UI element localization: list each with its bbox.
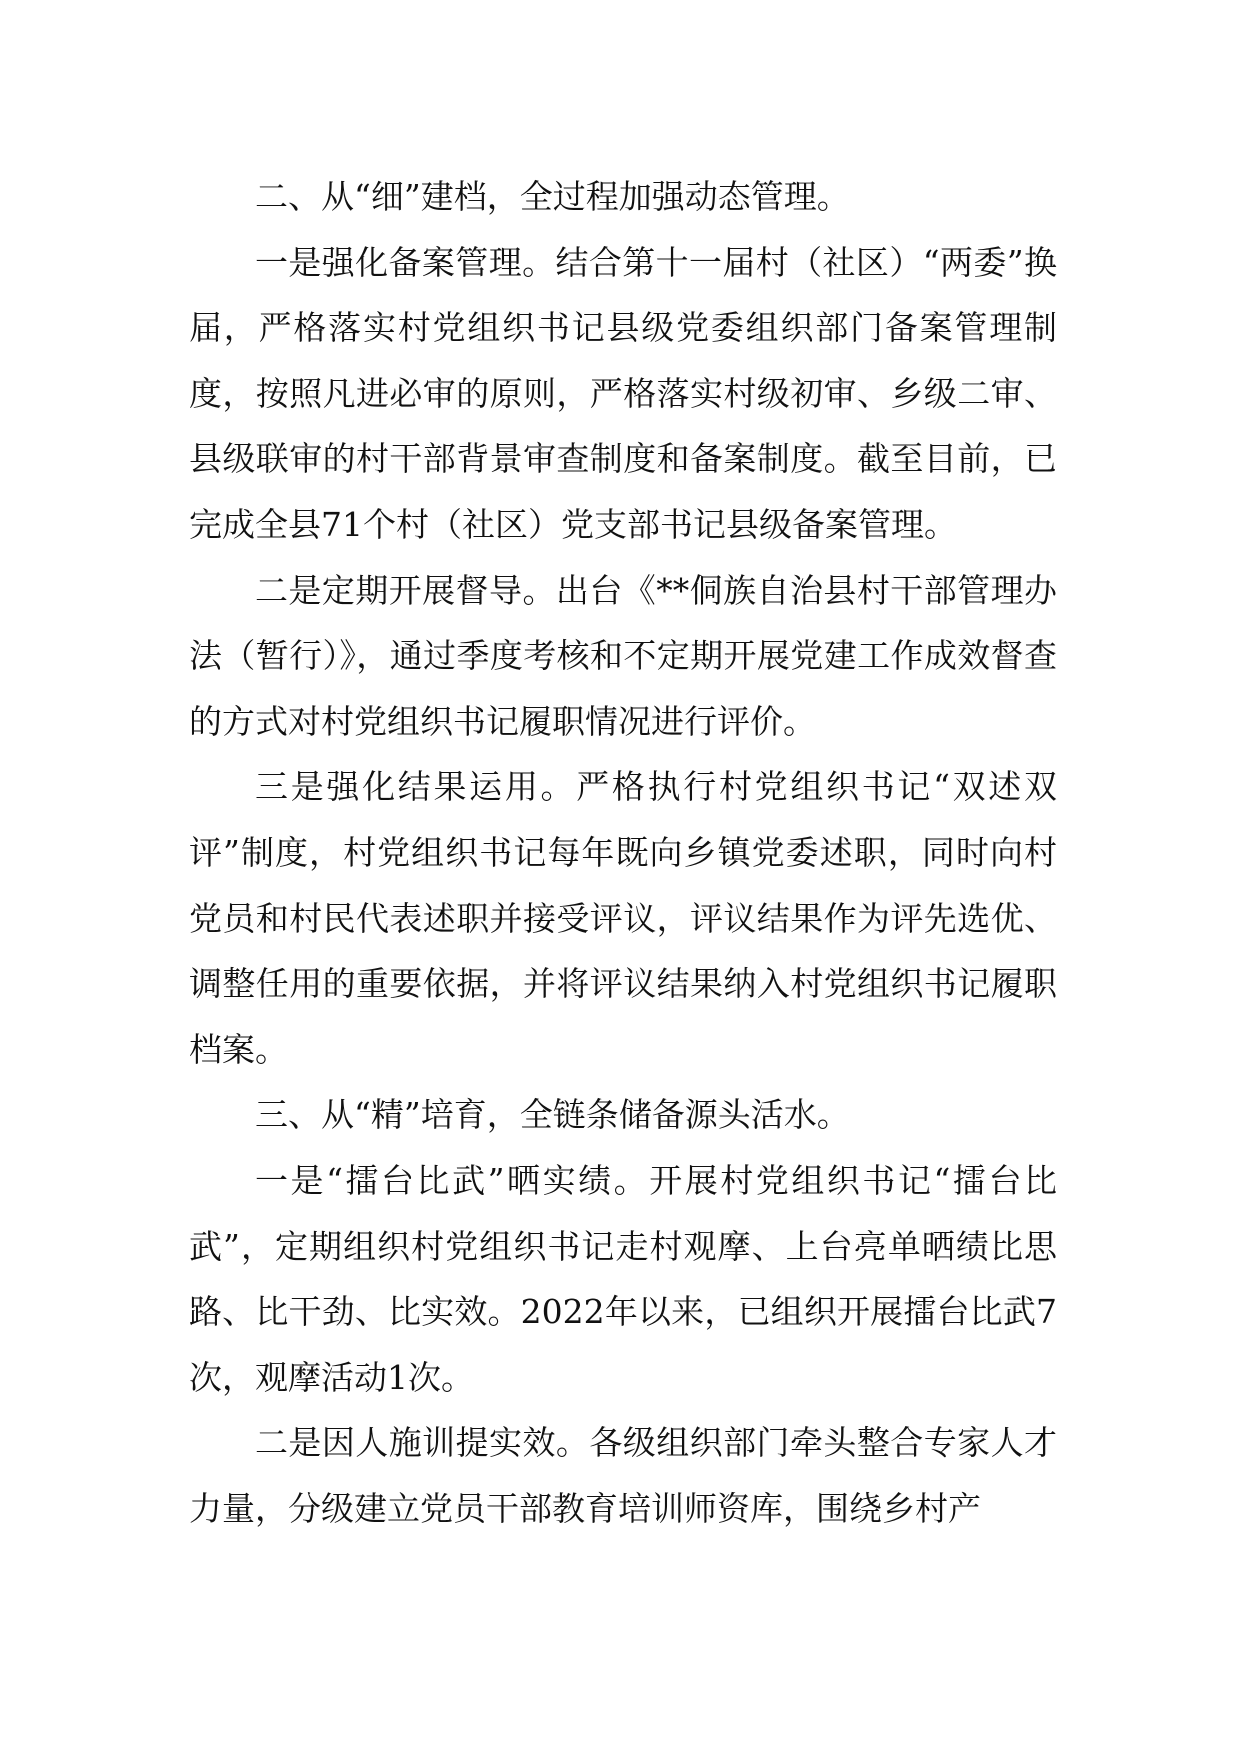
paragraph-regular-supervision: 二是定期开展督导。出台《**侗族自治县村干部管理办法（暂行）》，通过季度考核和不定期开展党建工作成效督查的方式对村党组织书记履职情况进行评价。 bbox=[189, 570, 1057, 741]
section-heading-3: 三、从“精”培育，全链条储备源头活水。 bbox=[255, 1095, 850, 1135]
section-heading-2: 二、从“细”建档，全过程加强动态管理。 bbox=[255, 177, 850, 216]
document-body bbox=[189, 164, 1057, 1541]
paragraph-result-application: 三是强化结果运用。严格执行村党组织书记“双述双评”制度，村党组织书记每年既向乡镇党委述职，同时向村党员和村民代表述职并接受评议，评议结果作为评先选优、调整任用的重要依据，并将评议结果纳入村党组织书记履职档案。 bbox=[189, 767, 1057, 1069]
paragraph-targeted-training: 二是因人施训提实效。各级组织部门牵头整合专家人才力量，分级建立党员干部教育培训师资库，围绕乡村产 bbox=[189, 1423, 1057, 1528]
paragraph-arena-competition: 一是“擂台比武”晒实绩。开展村党组织书记“擂台比武”，定期组织村党组织书记走村观摩、上台亮单晒绩比思路、比干劲、比实效。2022年以来，已组织开展擂台比武7次，观摩活动1次。 bbox=[189, 1160, 1057, 1397]
paragraph-filing-management: 一是强化备案管理。结合第十一届村（社区）“两委”换届，严格落实村党组织书记县级党委组织部门备案管理制度，按照凡进必审的原则，严格落实村级初审、乡级二审、县级联审的村干部背景审查制度和备案制度。截至目前，已完成全县71个村（社区）党支部书记县级备案管理。 bbox=[189, 242, 1057, 544]
